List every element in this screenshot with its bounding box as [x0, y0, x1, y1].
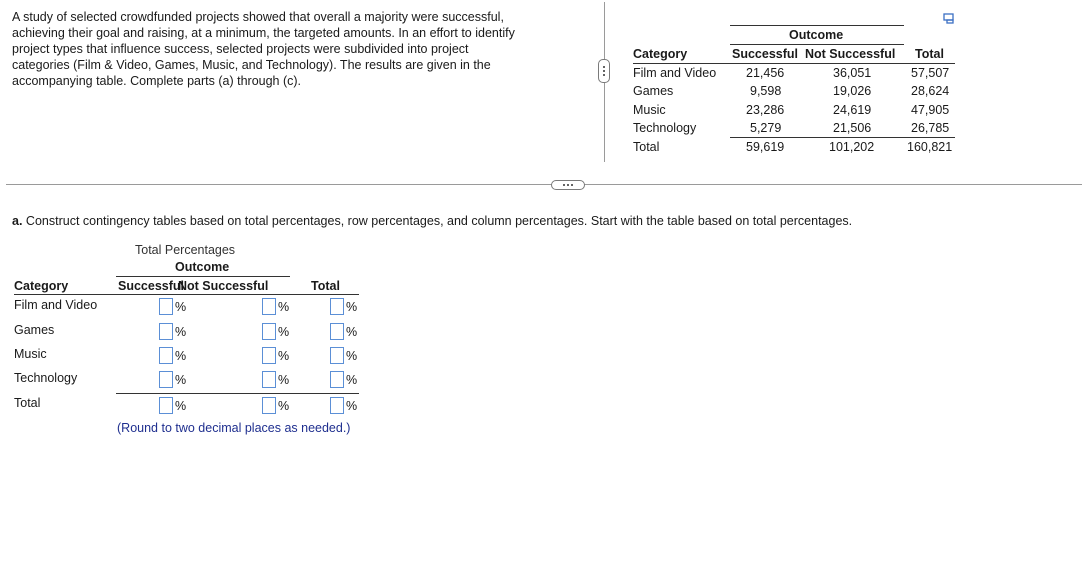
- column-header: Total: [915, 47, 944, 61]
- table-cell: 19,026: [833, 84, 872, 98]
- answer-field[interactable]: [330, 323, 357, 340]
- column-header: Total: [311, 279, 340, 293]
- vertical-drag-handle[interactable]: [598, 59, 610, 83]
- percent-sign: %: [175, 348, 187, 363]
- column-header: Not Successful: [178, 279, 269, 293]
- answer-table-title: Total Percentages: [135, 243, 236, 257]
- table-cell: Technology: [633, 121, 697, 135]
- table-cell: Music: [633, 103, 666, 117]
- column-header: Category: [633, 47, 688, 61]
- answer-field[interactable]: [262, 397, 289, 414]
- column-header: Successful: [732, 47, 799, 61]
- problem-line: project types that influence success, selected projects were subdivided into project: [12, 42, 469, 56]
- answer-input[interactable]: [262, 298, 276, 315]
- answer-input[interactable]: [330, 371, 344, 388]
- answer-field[interactable]: [262, 347, 289, 364]
- answer-field[interactable]: [262, 323, 289, 340]
- row-label: Technology: [14, 371, 78, 385]
- answer-input[interactable]: [159, 298, 173, 315]
- table-rule: [633, 63, 955, 64]
- percent-sign: %: [346, 398, 358, 413]
- answer-field[interactable]: [159, 397, 186, 414]
- part-a-label: a.: [12, 214, 23, 228]
- answer-field[interactable]: [159, 371, 186, 388]
- table-cell: 101,202: [829, 140, 875, 154]
- answer-input[interactable]: [262, 347, 276, 364]
- column-header: Not Successful: [805, 47, 896, 61]
- problem-statement: [12, 9, 552, 89]
- table-cell: 57,507: [911, 66, 950, 80]
- part-a-text: Construct contingency tables based on total percentages, row percentages, and column percentages. Start with the table based on total percentages.: [25, 214, 853, 228]
- column-header: Category: [14, 279, 69, 293]
- problem-line: A study of selected crowdfunded projects showed that overall a majority were successful,: [12, 10, 504, 24]
- percent-sign: %: [175, 299, 187, 314]
- percent-sign: %: [278, 324, 290, 339]
- outcome-header: Outcome: [789, 28, 844, 42]
- table-cell: 59,619: [746, 140, 785, 154]
- table-rule: [116, 276, 290, 277]
- horizontal-divider: [6, 184, 1082, 185]
- table-cell: 28,624: [911, 84, 950, 98]
- table-cell: 160,821: [907, 140, 953, 154]
- percent-sign: %: [346, 348, 358, 363]
- answer-input[interactable]: [330, 347, 344, 364]
- table-rule: [116, 393, 359, 394]
- row-label: Film and Video: [14, 298, 98, 312]
- answer-input[interactable]: [159, 371, 173, 388]
- answer-input[interactable]: [159, 397, 173, 414]
- answer-input[interactable]: [330, 298, 344, 315]
- percent-sign: %: [278, 299, 290, 314]
- row-label: Games: [14, 323, 55, 337]
- table-rule: [730, 25, 904, 26]
- percent-sign: %: [346, 372, 358, 387]
- problem-line: accompanying table. Complete parts (a) through (c).: [12, 74, 302, 88]
- copy-icon[interactable]: [942, 12, 956, 26]
- answer-field[interactable]: [330, 397, 357, 414]
- answer-input[interactable]: [330, 323, 344, 340]
- outcome-header: Outcome: [175, 260, 230, 274]
- problem-line: achieving their goal and raising, at a minimum, the targeted amounts. In an effort to identify: [12, 26, 515, 40]
- percent-sign: %: [346, 299, 358, 314]
- percent-sign: %: [278, 348, 290, 363]
- answer-field[interactable]: [262, 298, 289, 315]
- table-cell: 23,286: [746, 103, 785, 117]
- table-cell: Film and Video: [633, 66, 717, 80]
- answer-field[interactable]: [159, 298, 186, 315]
- row-label: Total: [14, 396, 41, 410]
- percent-sign: %: [278, 372, 290, 387]
- answer-input[interactable]: [262, 323, 276, 340]
- table-cell: 9,598: [750, 84, 782, 98]
- answer-input[interactable]: [330, 397, 344, 414]
- answer-input[interactable]: [262, 371, 276, 388]
- answer-field[interactable]: [159, 347, 186, 364]
- percent-sign: %: [175, 398, 187, 413]
- table-rule: [730, 44, 904, 45]
- table-cell: 24,619: [833, 103, 872, 117]
- table-cell: 21,456: [746, 66, 785, 80]
- table-rule: [730, 137, 955, 138]
- percent-sign: %: [278, 398, 290, 413]
- answer-field[interactable]: [330, 298, 357, 315]
- column-header: Successful: [118, 279, 185, 293]
- answer-field[interactable]: [330, 347, 357, 364]
- answer-field[interactable]: [159, 323, 186, 340]
- table-cell: 47,905: [911, 103, 950, 117]
- percent-sign: %: [175, 324, 187, 339]
- answer-input[interactable]: [159, 347, 173, 364]
- answer-field[interactable]: [330, 371, 357, 388]
- table-cell: Games: [633, 84, 674, 98]
- table-cell: 5,279: [750, 121, 782, 135]
- answer-input[interactable]: [159, 323, 173, 340]
- row-label: Music: [14, 347, 47, 361]
- table-cell: Total: [633, 140, 660, 154]
- percent-sign: %: [346, 324, 358, 339]
- table-rule: [14, 294, 359, 295]
- answer-input[interactable]: [262, 397, 276, 414]
- table-cell: 26,785: [911, 121, 950, 135]
- part-a-instructions: [12, 214, 852, 228]
- problem-line: categories (Film & Video, Games, Music, and Technology). The results are given in the: [12, 58, 491, 72]
- horizontal-drag-handle[interactable]: [551, 180, 585, 190]
- percent-sign: %: [175, 372, 187, 387]
- rounding-note: (Round to two decimal places as needed.): [117, 421, 351, 435]
- answer-field[interactable]: [262, 371, 289, 388]
- table-cell: 21,506: [833, 121, 872, 135]
- table-cell: 36,051: [833, 66, 872, 80]
